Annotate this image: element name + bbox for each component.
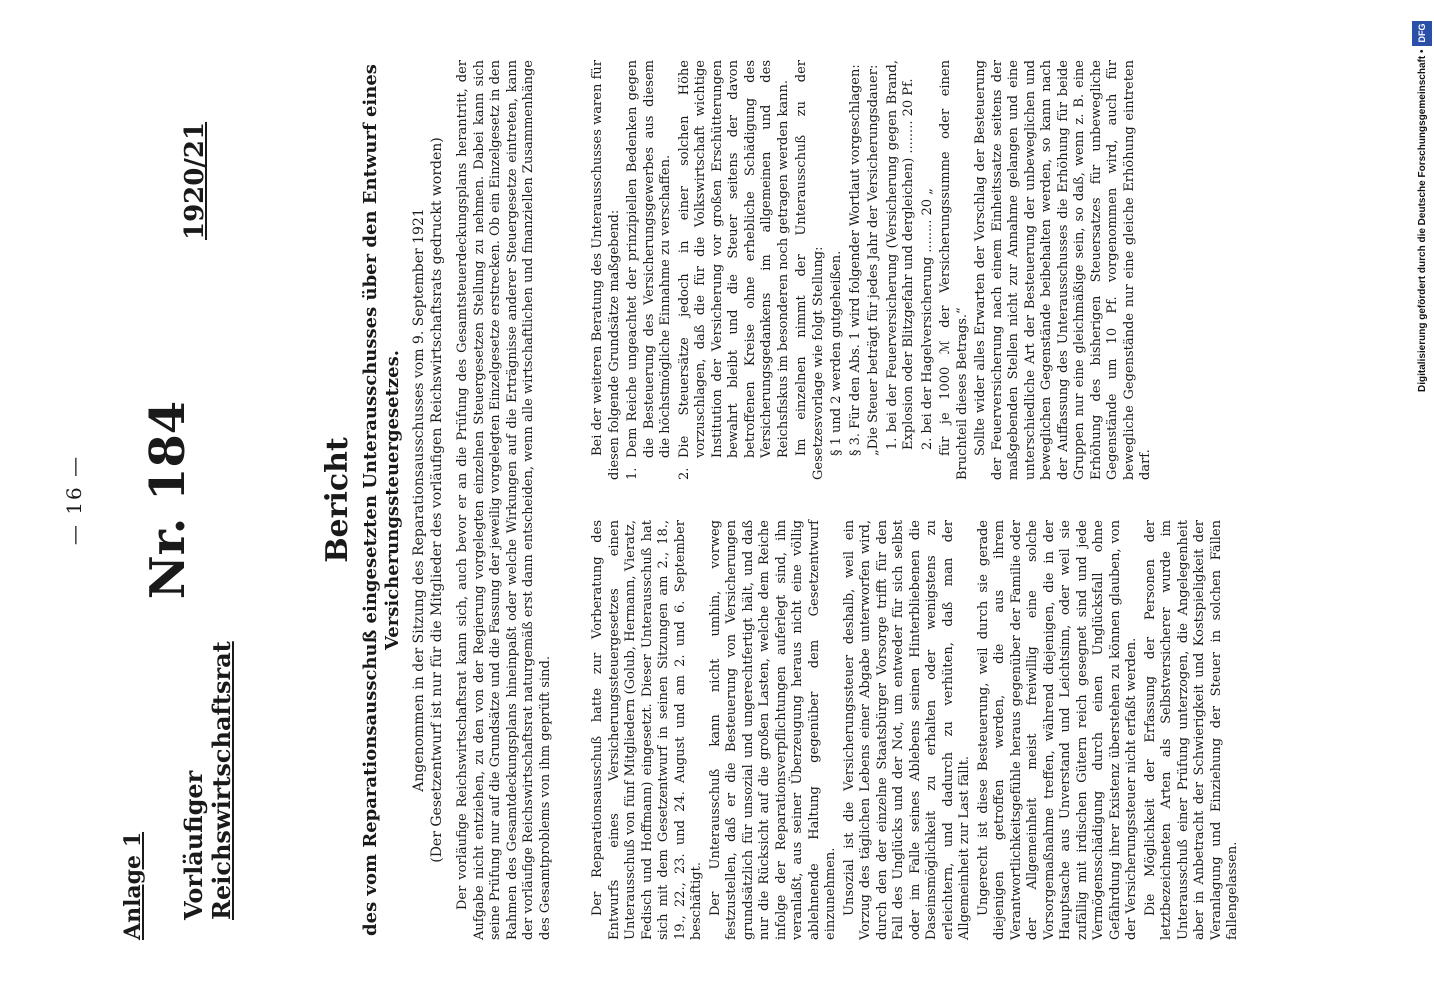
right-column [590,60,1157,480]
council-line-2: Reichswirtschaftsrat [207,641,236,920]
list-item [677,60,793,480]
paragraph: für je 1000 ℳ der Versicherungssumme oder einen Bruchteil dieses Betrags.“ [938,60,970,480]
digitization-watermark [1412,8,1432,392]
paragraph: Sollte wider alles Erwarten der Vorschlag der Besteuerung der Feuerversicherung nach einem Einheitssatze seitens der maßgebenden Stellen nicht zur Annahme gelangen und eine unterschiedliche Art der Besteuerung der unbeweglichen und beweglichen Gegenstände beibehalten werden, so kann nach der Auffassung des Unterausschusses die Erhöhung für beide Gruppen nur eine gleichmäßige sein, so daß, wenn z. B. eine Erhöhung des bisherigen Steuersatzes für unbewegliche Gegenstände um 10 Pf. vorgenommen wird, auch für bewegliche Gegenstände nur eine gleiche Erhöhung eintreten darf. [973,60,1153,480]
list-number: 2. [676,467,692,480]
intro-paragraph: Der vorläufige Reichswirtschaftsrat kann sich, auch bevor er an die Prüfung des Gesamtsteuerdeckungsplans herantritt, der Aufgabe nicht entziehen, zu den von der Regierung vorgelegten einzelnen Steuergesetzen Stellung zu nehmen. Dabei kann sich seine Prüfung nur auf die Grundsätze und die Fassung der jeweilig vorgelegten Einzelgesetze erstrecken. Ob ein Einzelgesetz in den Rahmen des Gesamtdeckungsplans hineinpaßt oder welche Wirkungen auf die Erträgnisse anderer Steuergesetze eintreten, kann der vorläufige Reichswirtschaftsrat naturgemäß erst dann entscheiden, wenn alle wirtschaftlichen und finanziellen Zusammenhänge des Gesamtproblems von ihm geprüft sind. [455,60,553,940]
tax-rate-line: 1. bei der Feuerversicherung (Versicherung gegen Brand, Explosion oder Blitzgefahr und dergleichen) ........ 20 Pf. [884,60,916,450]
document-subtitle: des vom Reparationsausschuß eingesetzten Unterausschusses über den Entwurf eines Versicherungssteuergesetzes. [360,64,403,936]
left-column [590,520,1244,940]
session-year: 1920/21 [180,121,210,240]
annex-label: Anlage 1 [120,831,146,940]
tax-rate-line: 2. bei der Hagelversicherung ........ 20 „ [919,188,935,450]
council-name [180,641,236,920]
dfg-logo: DFG [1412,21,1432,46]
paragraph: Im einzelnen nimmt der Unterausschuß zu der Gesetzesvorlage wie folgt Stellung: [794,60,826,480]
paragraph: § 3. Für den Abs. 1 wird folgender Wortlaut vorgeschlagen: [847,64,863,456]
list-text: Dem Reiche ungeachtet der prinzipiellen Bedenken gegen die Besteuerung des Versicherungsgewerbes aus diesem die höchstmögliche Einnahme zu verschaffen. [625,60,673,458]
watermark-text: Digitalisierung gefördert durch die Deutsche Forschungsgemeinschaft • [1417,49,1428,392]
document-title: Bericht [320,437,355,563]
paragraph: Unsozial ist die Versicherungssteuer deshalb, weil ein Vorzug des täglichen Lebens einer Abgabe unterworfen wird, durch den der einzelne Staatsbürger Vorsorge trifft für den Fall des Unglücks und der Not, um entweder für sich selbst oder im Falle seines Ablebens seinen Hinterbliebenen die Daseinsmöglichkeit zu erhalten oder wenigstens zu erleichtern, und dadurch zu verhüten, daß man der Allgemeinheit zur Last fällt. [841,520,972,940]
paragraph: Der Reparationsausschuß hatte zur Vorberatung des Entwurfs eines Versicherungssteuergesetzes einen Unterausschuß von fünf Mitgliedern (Golub, Hermann, Vieratz, Fedisch und Hoffmann) eingesetzt. Dieser Unterausschuß hat sich mit dem Gesetzentwurf in seinen Sitzungen am 2., 18., 19., 22., 23. und 24. August und am 2. und 6. September beschäftigt. [590,520,704,940]
page-number: — 16 — [62,454,86,546]
paragraph: „Die Steuer beträgt für jedes Jahr der Versicherungsdauer: [866,64,881,456]
paragraph: Die Möglichkeit der Erfassung der Personen der letztbezeichneten Arten als Selbstversicherer wurde im Unterausschuß einer Prüfung unterzogen, die Angelegenheit aber in Anbetracht der Schwierigkeit und Kostspieligkeit der Veranlagung und Einziehung der Steuer in solchen Fällen fallengelassen. [1142,520,1240,940]
paragraph: Der Unterausschuß kann nicht umhin, vorweg festzustellen, daß er die Besteuerung von Versicherungen grundsätzlich für unsozial und ungerechtfertigt hält, und daß nur die Rücksicht auf die großen Lasten, welche dem Reiche infolge der Reparationsverpflichtungen auferlegt sind, ihn veranlaßt, aus seiner Überzeugung heraus nicht eine völlig ablehnende Haltung gegenüber dem Gesetzentwurf einzunehmen. [707,520,838,940]
list-item [625,60,675,480]
paragraph: Bei der weiteren Beratung des Unterausschusses waren für diesen folgende Grundsätze maßgebend: [590,60,622,480]
paragraph: Ungerecht ist diese Besteuerung, weil durch sie gerade diejenigen getroffen werden, die aus ihrem Verantwortlichkeitsgefühle heraus gegenüber der Familie oder der Allgemeinheit meist freiwillig eine solche Vorsorgemaßnahme treffen, während diejenigen, die in der Hauptsache aus Unverstand und Leichtsinn, oder weil sie zufällig mit irdischen Gütern reich gesegnet sind und jede Vermögensschädigung durch einen Unglücksfall ohne Gefährdung ihrer Existenz überstehen zu können glauben, von der Versicherungssteuer nicht erfaßt werden. [975,520,1139,940]
document-number: Nr. 184 [140,400,196,600]
adoption-line-2: (Der Gesetzentwurf ist nur für die Mitglieder des vorläufigen Reichswirtschaftsrats gedruckt worden) [429,137,445,863]
council-line-1: Vorläufiger [179,770,208,920]
adoption-note [410,60,446,940]
list-number: 1. [625,467,640,480]
adoption-line-1: Angenommen in der Sitzung des Reparationsausschusses vom 9. September 1921 [411,208,427,792]
paragraph: § 1 und 2 werden gutgeheißen. [829,250,844,456]
list-text: Die Steuersätze jedoch in einer solchen Höhe vorzuschlagen, daß die für die Volkswirtschaft wichtige Institution der Versicherung vor großen Erschütterungen bewahrt bleibt und die Steuer seitens der davon betroffenen Kreise ohne erhebliche Schädigung des Versicherungsgedankens im allgemeinen und des Reichsfiskus im besonderen noch getragen werden kann. [676,60,791,458]
